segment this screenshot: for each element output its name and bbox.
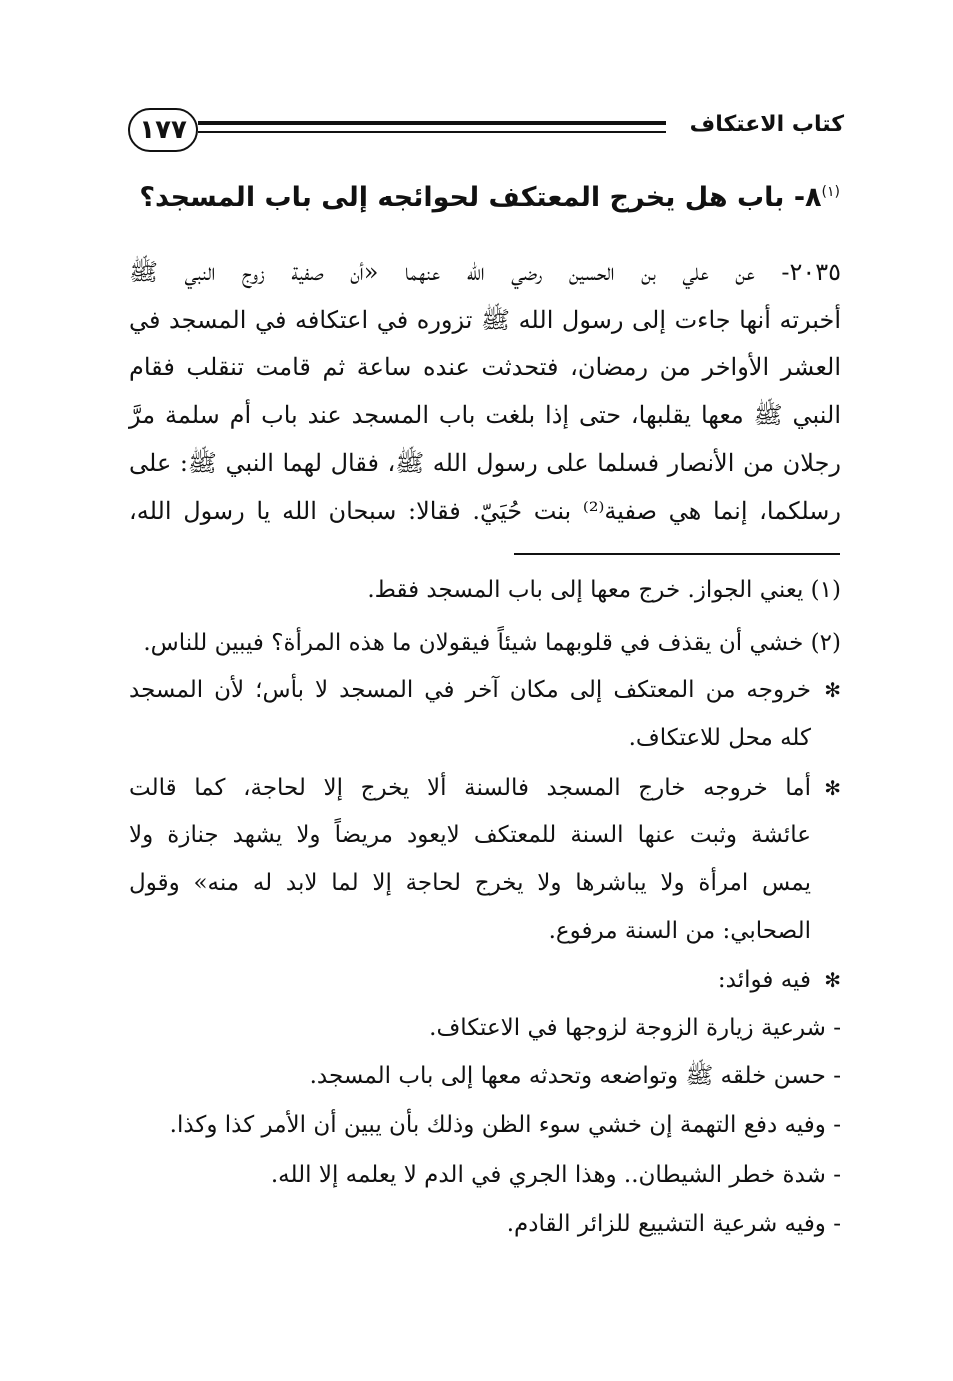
- benefit-item: - شدة خطر الشيطان.. وهذا الجري في الدم لا يعلمه إلا الله.: [270, 1162, 841, 1188]
- benefits-marker: ✻: [824, 968, 841, 992]
- page-number: ١٧٧: [128, 108, 198, 152]
- hadith-line: ٢٠٣٥- عن علي بن الحسين رضي الله عنهما «أن صفية زوج النبي ﷺ: [129, 258, 841, 286]
- book-title: كتاب الاعتكاف: [689, 112, 844, 137]
- footnote: (١) يعني الجواز. خرج معها إلى باب المسجد فقط.: [367, 577, 841, 603]
- footnote-divider: [514, 553, 840, 555]
- chapter-footnote-mark: (١): [821, 184, 840, 200]
- hadith-line: النبي ﷺ معها يقلبها، حتى إذا بلغت باب المسجد عند باب أم سلمة مرَّ: [129, 401, 841, 429]
- remark-line: الصحابي: من السنة مرفوع.: [548, 918, 811, 944]
- remark-line: [129, 768, 841, 808]
- chapter-heading: [139, 182, 840, 213]
- hadith-line: العشر الأواخر من رمضان، فتحدثت عنده ساعة ثم قامت تنقلب فقام: [129, 353, 841, 381]
- remark-text: أما خروجه خارج المسجد فالسنة ألا يخرج إلا لحاجة، كما قالت: [129, 775, 811, 801]
- footnote: (٢) خشي أن يقذف في قلوبهما شيئاً فيقولان ما هذه المرأة؟ فيبين للناس.: [143, 630, 841, 656]
- header-rule: [198, 121, 666, 133]
- remark-marker: ✻: [824, 678, 841, 702]
- remark-line: كله محل للاعتكاف.: [628, 725, 811, 751]
- benefit-item: - شرعية زيارة الزوجة لزوجها في الاعتكاف.: [429, 1015, 841, 1041]
- remark-line: يمس امرأة ولا يباشرها ولا يخرج لحاجة إلا لما لابد له منه» وقول: [129, 870, 811, 896]
- benefit-item: - حسن خلقه ﷺ وتواضعه وتحدثه معها إلى باب المسجد.: [309, 1063, 841, 1089]
- chapter-heading-text: ٨- باب هل يخرج المعتكف لحوائجه إلى باب المسجد؟: [139, 182, 822, 213]
- hadith-line: أخبرته أنها جاءت إلى رسول الله ﷺ تزوره في اعتكافه في المسجد في: [129, 306, 841, 334]
- remark-marker: ✻: [824, 776, 841, 800]
- page-header: [128, 108, 844, 154]
- remark-text: خروجه من المعتكف إلى مكان آخر في المسجد لا بأس؛ لأن المسجد: [129, 677, 811, 703]
- benefits-title-text: فيه فوائد:: [717, 967, 811, 993]
- hadith-line: رسلكما، إنما هي صفية⁽²⁾ بنت حُيَيّ. فقالا: سبحان الله يا رسول الله،: [129, 497, 842, 525]
- benefit-item: - وفيه دفع التهمة إن خشي سوء الظن وذلك بأن يبين أن الأمر كذا وكذا.: [169, 1112, 841, 1138]
- benefit-item: - وفيه شرعية التشييع للزائر القادم.: [506, 1211, 841, 1237]
- remark-line: [129, 670, 841, 710]
- remark-line: عائشة وثبت عنها السنة للمعتكف لايعود مريضاً ولا يشهد جنازة ولا: [129, 822, 811, 848]
- hadith-line: رجلان من الأنصار فسلما على رسول الله ﷺ، فقال لهما النبي ﷺ: على: [129, 449, 841, 477]
- benefits-title: [718, 960, 841, 1000]
